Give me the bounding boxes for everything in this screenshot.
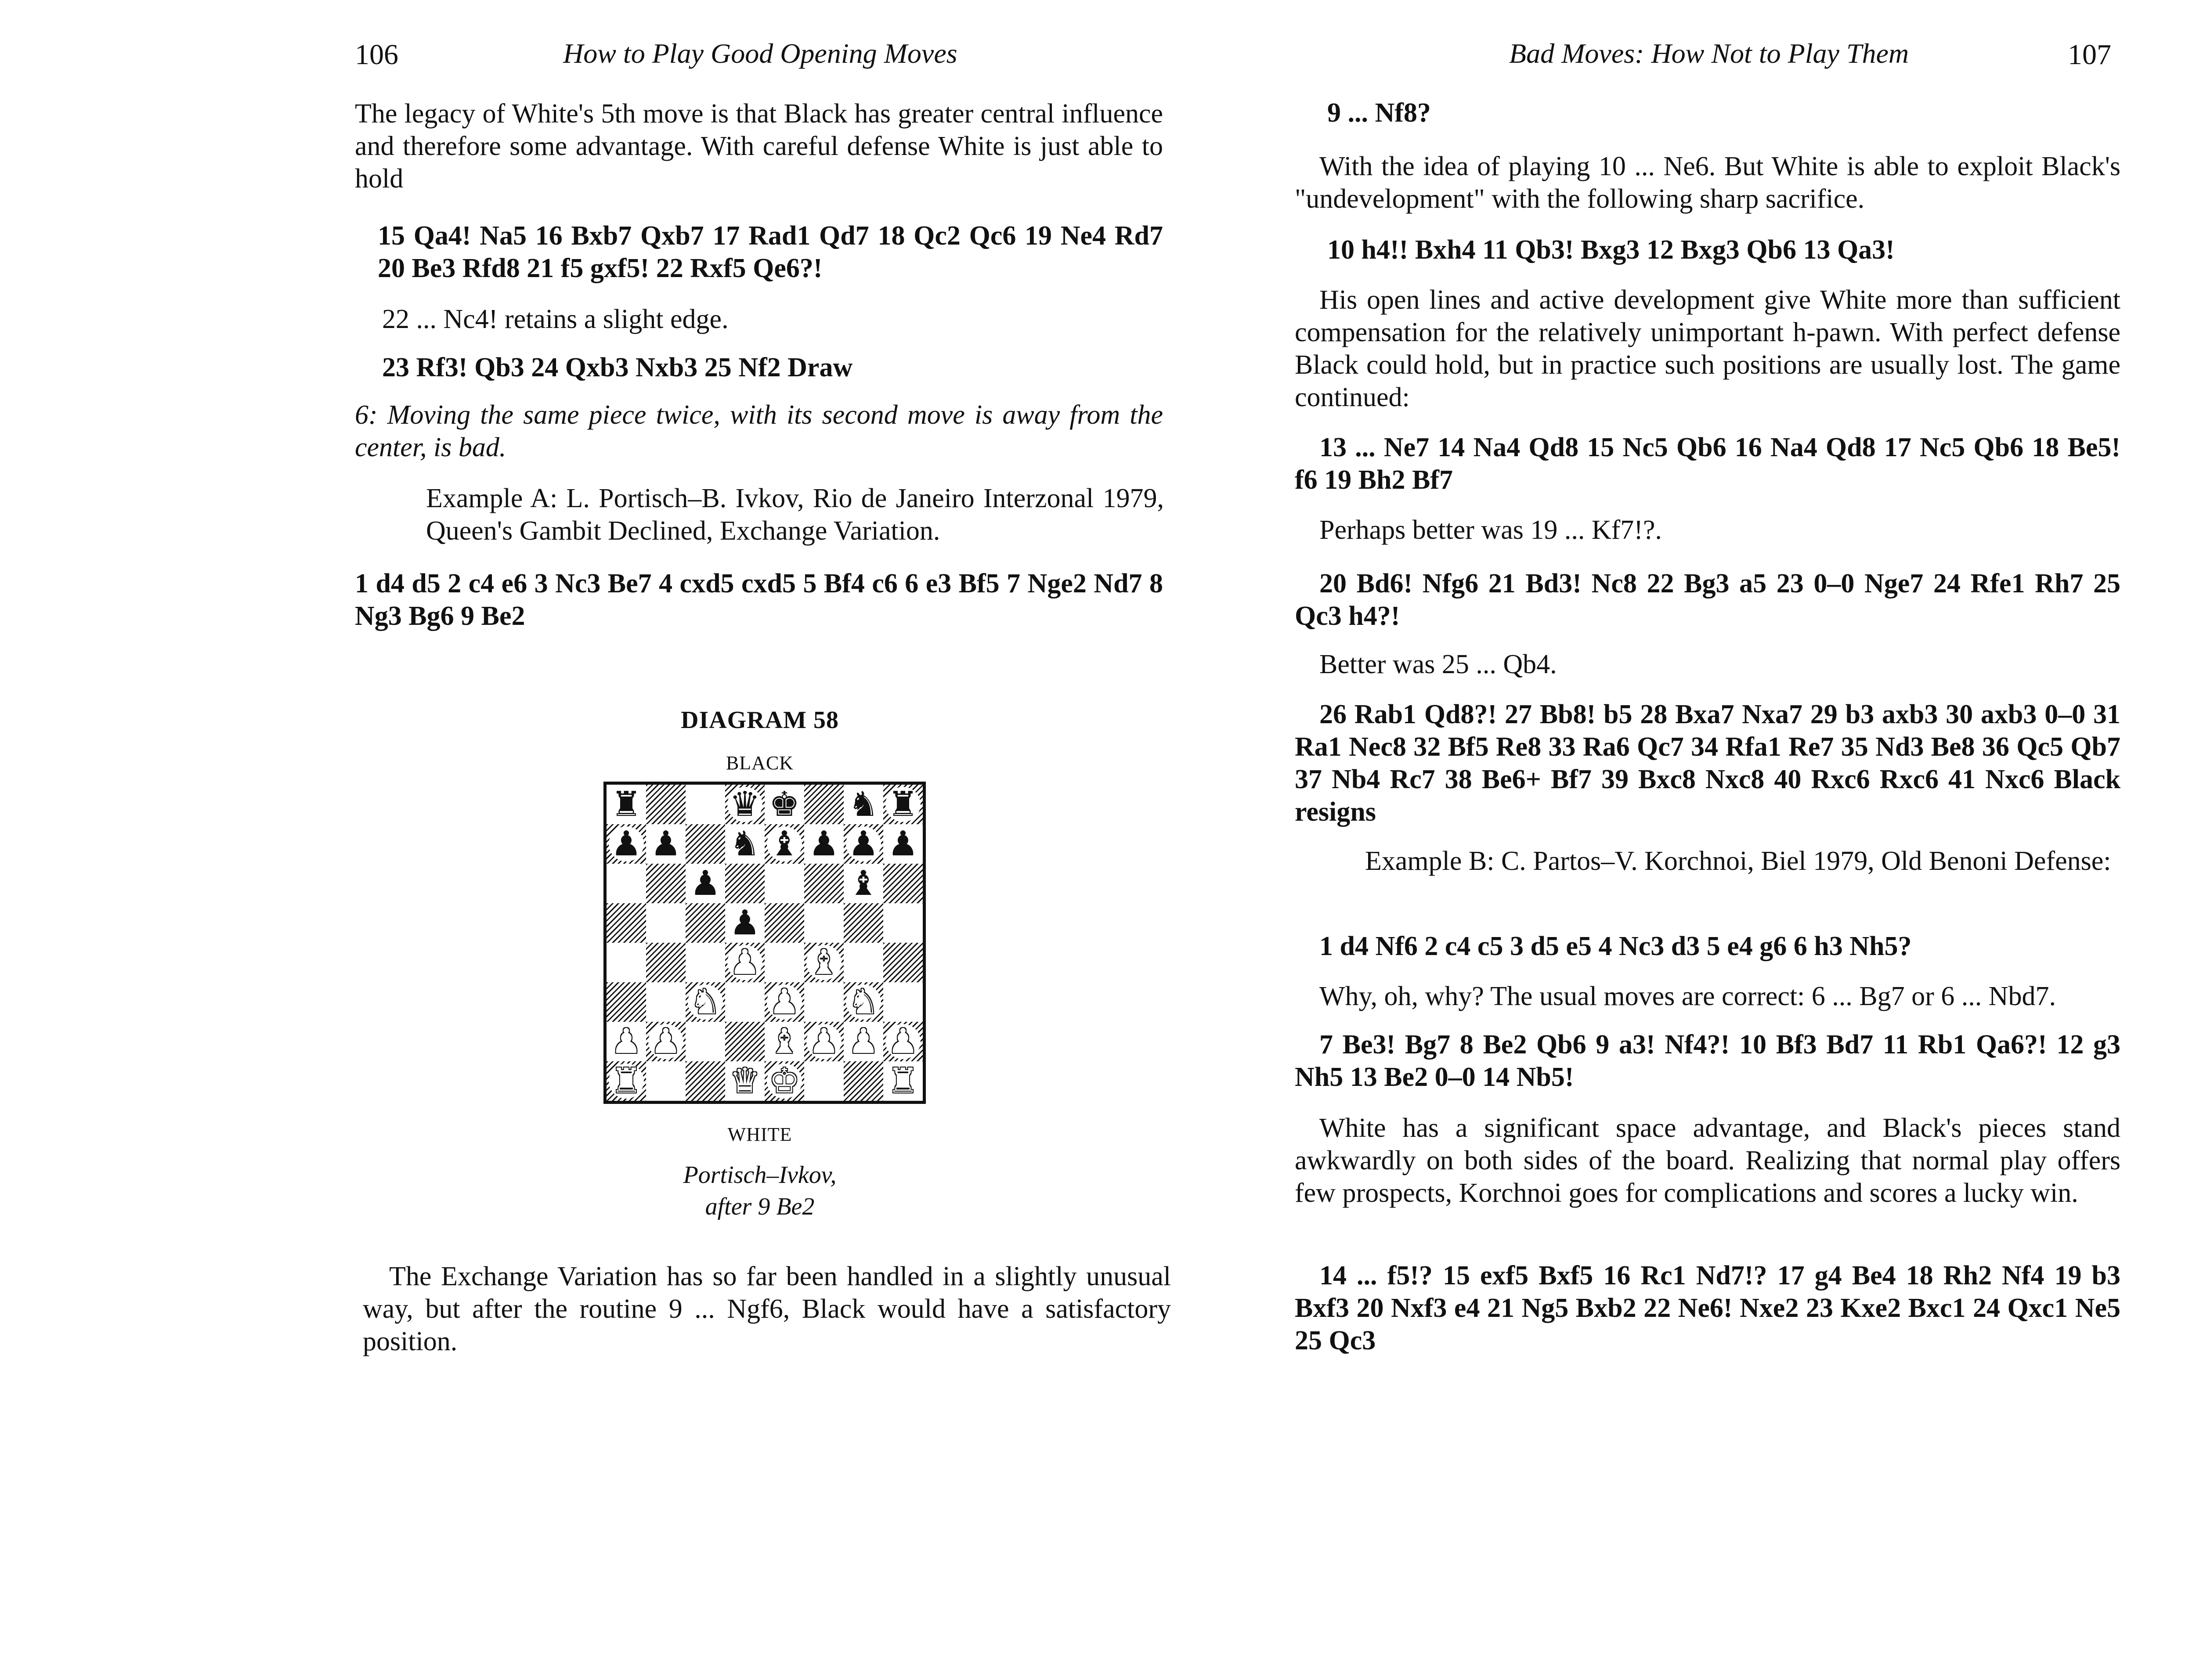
annotation-note: 22 ... Nc4! retains a slight edge.	[382, 304, 729, 334]
annotation-note: Better was 25 ... Qb4.	[1319, 649, 1557, 679]
white-pawn-icon: ♟	[848, 1022, 879, 1061]
black-pawn-icon: ♟	[846, 826, 881, 862]
right-page	[1154, 0, 2196, 1680]
white-bishop-icon: ♝	[806, 945, 842, 980]
board-square-g5	[844, 903, 883, 943]
black-pawn-icon: ♟	[690, 864, 721, 903]
white-pawn-icon: ♟	[885, 1024, 921, 1059]
board-square-b4	[646, 943, 686, 982]
running-title-right: Bad Moves: How Not to Play Them	[1509, 38, 1909, 69]
board-square-e5	[765, 903, 804, 943]
white-pawn-icon: ♟	[611, 1022, 642, 1061]
page-number-right: 107	[2068, 39, 2111, 71]
move-sequence: 23 Rf3! Qb3 24 Qxb3 Nxb3 25 Nf2 Draw	[382, 353, 853, 382]
board-square-g6	[844, 864, 883, 903]
annotation-note: Perhaps better was 19 ... Kf7!?.	[1319, 515, 1662, 545]
board-square-d6	[725, 864, 765, 903]
black-pawn-icon: ♟	[809, 824, 839, 864]
board-square-h1	[883, 1061, 923, 1101]
black-pawn-icon: ♟	[730, 903, 760, 943]
board-square-h4	[883, 943, 923, 982]
move-heading: 9 ... Nf8?	[1327, 98, 1431, 128]
board-square-g1	[844, 1061, 883, 1101]
board-square-d2	[725, 1022, 765, 1061]
paragraph: His open lines and active development give White more than sufficient compensation for the relatively unimportant h-pawn. With perfect defense Black could hold, but in practice such positions are usually lost. The game continued:	[1295, 285, 2120, 412]
board-square-c1	[686, 1061, 725, 1101]
board-square-c4	[686, 943, 725, 982]
board-square-d4	[725, 943, 765, 982]
board-square-a3	[607, 982, 646, 1022]
black-bishop-icon: ♝	[767, 826, 802, 862]
board-square-h6	[883, 864, 923, 903]
black-pawn-icon: ♟	[650, 824, 681, 864]
board-square-g2	[844, 1022, 883, 1061]
diagram-title: DIAGRAM 58	[681, 707, 839, 734]
board-square-b5	[646, 903, 686, 943]
white-queen-icon: ♛	[730, 1061, 760, 1101]
board-square-e6	[765, 864, 804, 903]
board-square-c5	[686, 903, 725, 943]
black-pawn-icon: ♟	[888, 824, 918, 864]
board-square-b2	[646, 1022, 686, 1061]
paragraph: White has a significant space advantage, and Black's pieces stand awkwardly on both sides of the board. Realizing that normal play offers few prospects, Korchnoi goes for complications and scores a lucky win.	[1295, 1113, 2120, 1208]
board-square-a6	[607, 864, 646, 903]
move-sequence: 15 Qa4! Na5 16 Bxb7 Qxb7 17 Rad1 Qd7 18 Qc2 Qc6 19 Ne4 Rd7 20 Be3 Rfd8 21 f5 gxf5! 22 Rxf5 Qe6?!	[378, 221, 1163, 283]
board-square-d3	[725, 982, 765, 1022]
board-square-d8	[725, 785, 765, 824]
board-square-f1	[804, 1061, 844, 1101]
board-square-c7	[686, 824, 725, 864]
board-square-a4	[607, 943, 646, 982]
board-square-g7	[844, 824, 883, 864]
board-square-c3	[686, 982, 725, 1022]
annotation-note: Why, oh, why? The usual moves are correct: 6 ... Bg7 or 6 ... Nbd7.	[1319, 981, 2056, 1011]
white-rook-icon: ♜	[609, 1064, 644, 1099]
board-square-h3	[883, 982, 923, 1022]
principle-statement: 6: Moving the same piece twice, with its second move is away from the center, is bad.	[355, 400, 1163, 462]
board-square-f6	[804, 864, 844, 903]
black-queen-icon: ♛	[727, 787, 762, 822]
board-square-e2	[765, 1022, 804, 1061]
move-sequence: 14 ... f5!? 15 exf5 Bxf5 16 Rc1 Nd7!? 17 g4 Be4 18 Rh2 Nf4 19 b3 Bxf3 20 Nxf3 e4 21 Ng5 Bxb2 22 Ne6! Nxe2 23 Kxe2 Bxc1 24 Qxc1 Ne5 25 Qc3	[1295, 1261, 2120, 1356]
example-heading: Example B: C. Partos–V. Korchnoi, Biel 1979, Old Benoni Defense:	[1365, 846, 2111, 876]
black-rook-icon: ♜	[885, 787, 921, 822]
board-square-f4	[804, 943, 844, 982]
paragraph: The Exchange Variation has so far been handled in a slightly unusual way, but after the routine 9 ... Ngf6, Black would have a satisfactory position.	[363, 1262, 1171, 1356]
black-king-icon: ♚	[769, 785, 800, 824]
paragraph: The legacy of White's 5th move is that Black has greater central influence and therefore some advantage. With careful defense White is just able to hold	[355, 99, 1163, 194]
board-square-f5	[804, 903, 844, 943]
black-bishop-icon: ♝	[848, 864, 879, 903]
white-pawn-icon: ♟	[767, 984, 802, 1020]
white-king-icon: ♚	[767, 1064, 802, 1099]
diagram-caption-line1: Portisch–Ivkov,	[683, 1161, 837, 1189]
page-number-left: 106	[355, 39, 398, 71]
white-knight-icon: ♞	[846, 984, 881, 1020]
board-square-c6	[686, 864, 725, 903]
white-rook-icon: ♜	[888, 1061, 918, 1101]
board-square-h8	[883, 785, 923, 824]
diagram-bottom-label: WHITE	[727, 1124, 792, 1145]
board-square-a8	[607, 785, 646, 824]
white-pawn-icon: ♟	[727, 945, 762, 980]
board-square-e1	[765, 1061, 804, 1101]
board-square-f2	[804, 1022, 844, 1061]
board-square-g3	[844, 982, 883, 1022]
board-square-e8	[765, 785, 804, 824]
move-sequence: 7 Be3! Bg7 8 Be2 Qb6 9 a3! Nf4?! 10 Bf3 Bd7 11 Rb1 Qa6?! 12 g3 Nh5 13 Be2 0–0 14 Nb5!	[1295, 1030, 2120, 1092]
board-square-d7	[725, 824, 765, 864]
board-square-a2	[607, 1022, 646, 1061]
board-square-a5	[607, 903, 646, 943]
white-bishop-icon: ♝	[769, 1022, 800, 1061]
board-square-a1	[607, 1061, 646, 1101]
board-square-b7	[646, 824, 686, 864]
paragraph: With the idea of playing 10 ... Ne6. But White is able to exploit Black's "undevelopment" with the following sharp sacrifice.	[1295, 151, 2120, 214]
chess-diagram	[603, 782, 926, 1104]
board-square-c2	[686, 1022, 725, 1061]
board-square-a7	[607, 824, 646, 864]
move-sequence: 1 d4 d5 2 c4 e6 3 Nc3 Be7 4 cxd5 cxd5 5 Bf4 c6 6 e3 Bf5 7 Nge2 Nd7 8 Ng3 Bg6 9 Be2	[355, 569, 1163, 631]
move-sequence: 1 d4 Nf6 2 c4 c5 3 d5 e5 4 Nc3 d3 5 e4 g6 6 h3 Nh5?	[1319, 931, 1912, 961]
board-square-e7	[765, 824, 804, 864]
board-square-g4	[844, 943, 883, 982]
white-knight-icon: ♞	[688, 984, 723, 1020]
black-pawn-icon: ♟	[609, 826, 644, 862]
board-square-d1	[725, 1061, 765, 1101]
move-sequence: 13 ... Ne7 14 Na4 Qd8 15 Nc5 Qb6 16 Na4 Qd8 17 Nc5 Qb6 18 Be5! f6 19 Bh2 Bf7	[1295, 433, 2120, 495]
board-square-h2	[883, 1022, 923, 1061]
move-sequence: 26 Rab1 Qd8?! 27 Bb8! b5 28 Bxa7 Nxa7 29 b3 axb3 30 axb3 0–0 31 Ra1 Nec8 32 Bf5 Re8 33 Ra6 Qc7 34 Rfa1 Re7 35 Nd3 Be8 36 Qc5 Qb7 37 Nb4 Rc7 38 Be6+ Bf7 39 Bxc8 Nxc8 40 Rxc6 Rxc6 41 Nxc6 Black resigns	[1295, 699, 2120, 827]
board-square-h5	[883, 903, 923, 943]
white-pawn-icon: ♟	[806, 1024, 842, 1059]
board-square-g8	[844, 785, 883, 824]
black-knight-icon: ♞	[730, 824, 760, 864]
running-title-left: How to Play Good Opening Moves	[563, 38, 957, 69]
board-square-c8	[686, 785, 725, 824]
board-square-b6	[646, 864, 686, 903]
board-square-b1	[646, 1061, 686, 1101]
example-heading: Example A: L. Portisch–B. Ivkov, Rio de Janeiro Interzonal 1979, Queen's Gambit Declined, Exchange Variation.	[426, 483, 1164, 546]
move-sequence: 10 h4!! Bxh4 11 Qb3! Bxg3 12 Bxg3 Qb6 13 Qa3!	[1327, 235, 1895, 265]
board-square-f7	[804, 824, 844, 864]
black-knight-icon: ♞	[848, 785, 879, 824]
board-square-b8	[646, 785, 686, 824]
board-square-d5	[725, 903, 765, 943]
black-rook-icon: ♜	[611, 785, 642, 824]
diagram-top-label: BLACK	[726, 752, 794, 774]
board-square-b3	[646, 982, 686, 1022]
move-sequence: 20 Bd6! Nfg6 21 Bd3! Nc8 22 Bg3 a5 23 0–0 Nge7 24 Rfe1 Rh7 25 Qc3 h4?!	[1295, 569, 2120, 631]
board-square-f3	[804, 982, 844, 1022]
white-pawn-icon: ♟	[648, 1024, 683, 1059]
board-square-e4	[765, 943, 804, 982]
diagram-caption-line2: after 9 Be2	[705, 1193, 815, 1220]
board-square-h7	[883, 824, 923, 864]
board-square-f8	[804, 785, 844, 824]
board-square-e3	[765, 982, 804, 1022]
